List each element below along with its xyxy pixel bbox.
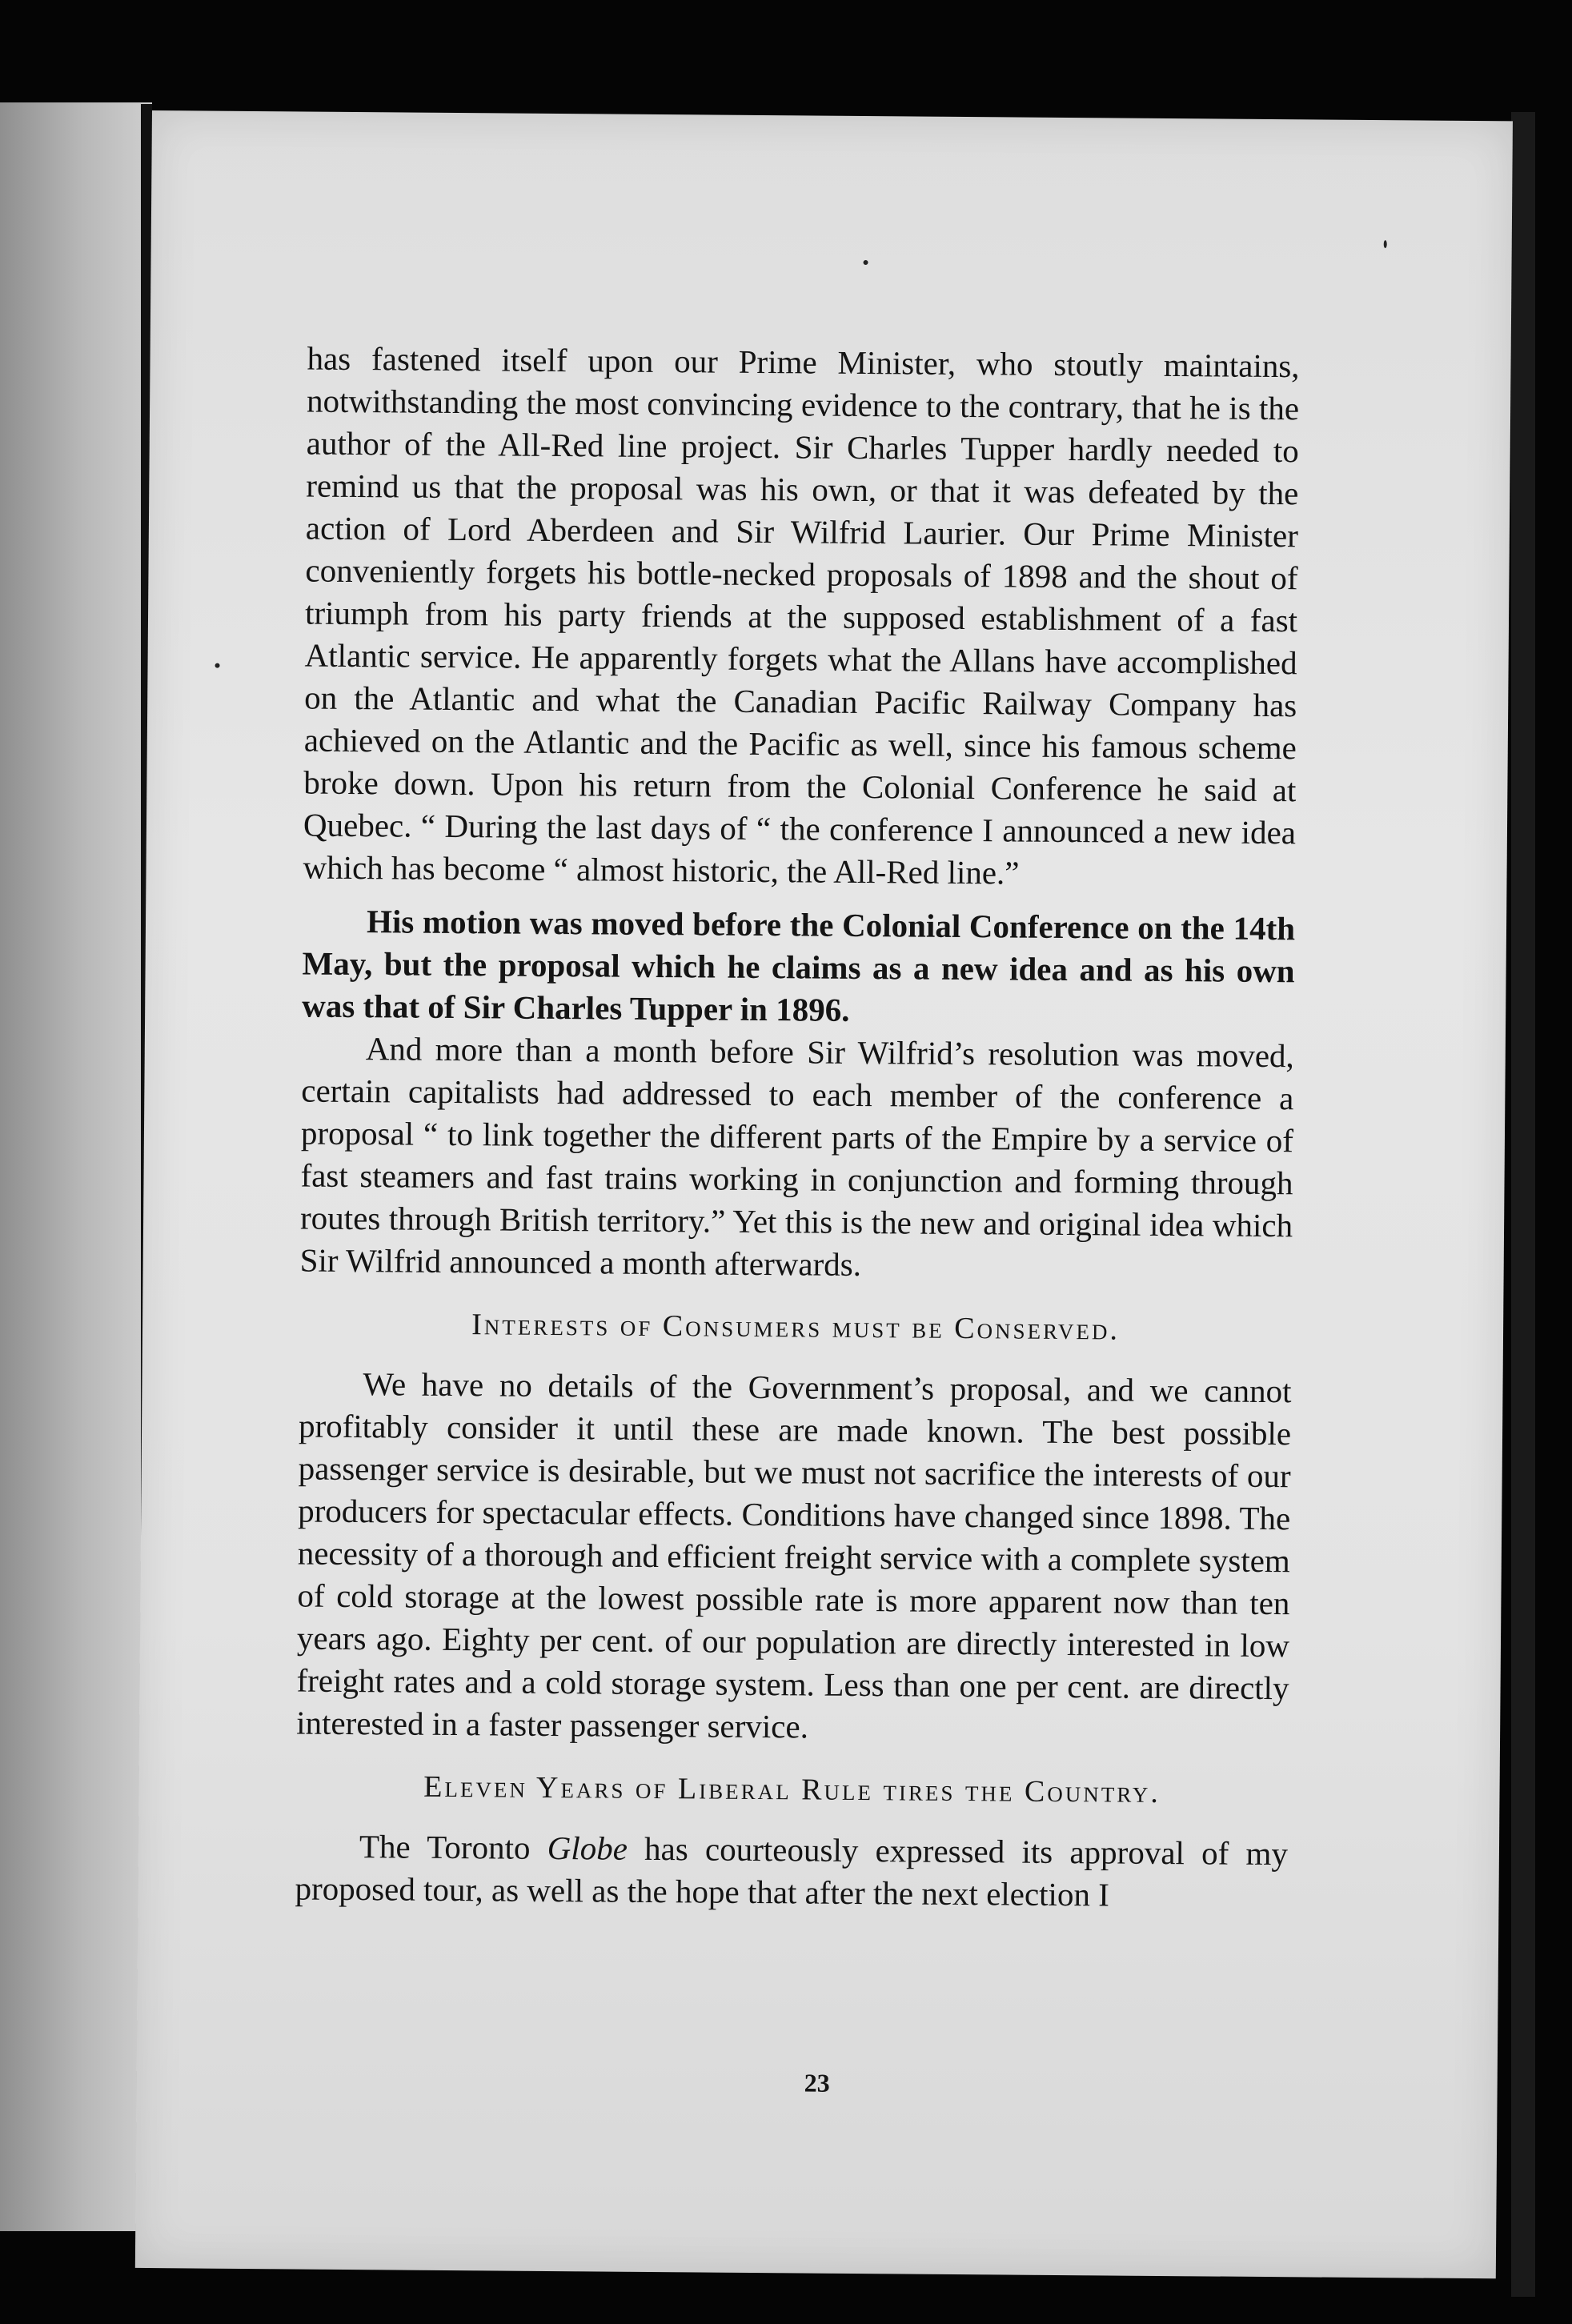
paragraph-3: And more than a month before Sir Wilfrid’s resolution was moved, certain capitalists had addressed to each member of the conference a proposal “ to link together the different parts of the Empire by a service of fast steamers and fast trains working in conjunction and forming through routes through British territory.” Yet this is the new and original idea which Sir Wilfrid announced a month afterwards. xyxy=(299,1030,1294,1284)
dust-speck xyxy=(1384,240,1387,248)
body-text xyxy=(295,338,1299,1918)
section-heading-consumers: Interests of Consumers must be Conserved. xyxy=(471,1308,1121,1347)
globe-text-after: has courteously expressed its approval of my proposed tour, as well as the hope that after the next election I xyxy=(295,1829,1289,1913)
document-page xyxy=(135,110,1513,2278)
section-heading-liberal-rule: Eleven Years of Liberal Rule tires the Country. xyxy=(423,1769,1161,1809)
dust-speck xyxy=(864,260,868,265)
page-number: 23 xyxy=(804,2068,830,2098)
paragraph-1: has fastened itself upon our Prime Minister, who stoutly maintains, notwithstanding the most convincing evidence to the contrary, that he is the author of the All-Red line project. Sir Charles Tupper hardly needed to remind us that the proposal was his own, or that it was defeated by the action of Lord Aberdeen and Sir Wilfrid Laurier. Our Prime Minister conveniently forgets his bottle-necked proposals of 1898 and the shout of triumph from his party friends at the supposed establishment of a fast Atlantic service. He apparently forgets what the Allans have accomplished on the Atlantic and what the Canadian Pacific Railway Company has achieved on the Atlantic and the Pacific as well, since his famous scheme broke down. Upon his return from the Colonial Conference he said at Quebec. “ During the last days of “ the conference I announced a new idea which has become “ almost historic, the All-Red line.” xyxy=(303,339,1300,892)
globe-text-before: The Toronto xyxy=(359,1828,547,1866)
page-right-edge xyxy=(1511,112,1535,2297)
facing-page-edge xyxy=(0,102,152,2231)
paragraph-toronto-globe xyxy=(295,1825,1288,1917)
paragraph-consumers: We have no details of the Government’s proposal, and we cannot profitably consider it until these are made known. The best possible passenger service is desirable, but we must not sacrifice the interests of our producers for spectacular effects. Conditions have changed since 1898. The necessity of a thorough and efficient freight service with a complete system of cold storage at the lowest possible rate is more apparent now than ten years ago. Eighty per cent. of our population are directly interested in low freight rates and a cold storage system. Less than one per cent. are directly interested in a faster passenger service. xyxy=(296,1365,1292,1745)
globe-newspaper-name: Globe xyxy=(547,1829,628,1867)
dust-speck xyxy=(215,663,220,668)
paragraph-bold-emphasis: His motion was moved before the Colonial Conference on the 14th May, but the proposal which he claims as a new idea and as his own was that of Sir Charles Tupper in 1896. xyxy=(302,903,1296,1028)
